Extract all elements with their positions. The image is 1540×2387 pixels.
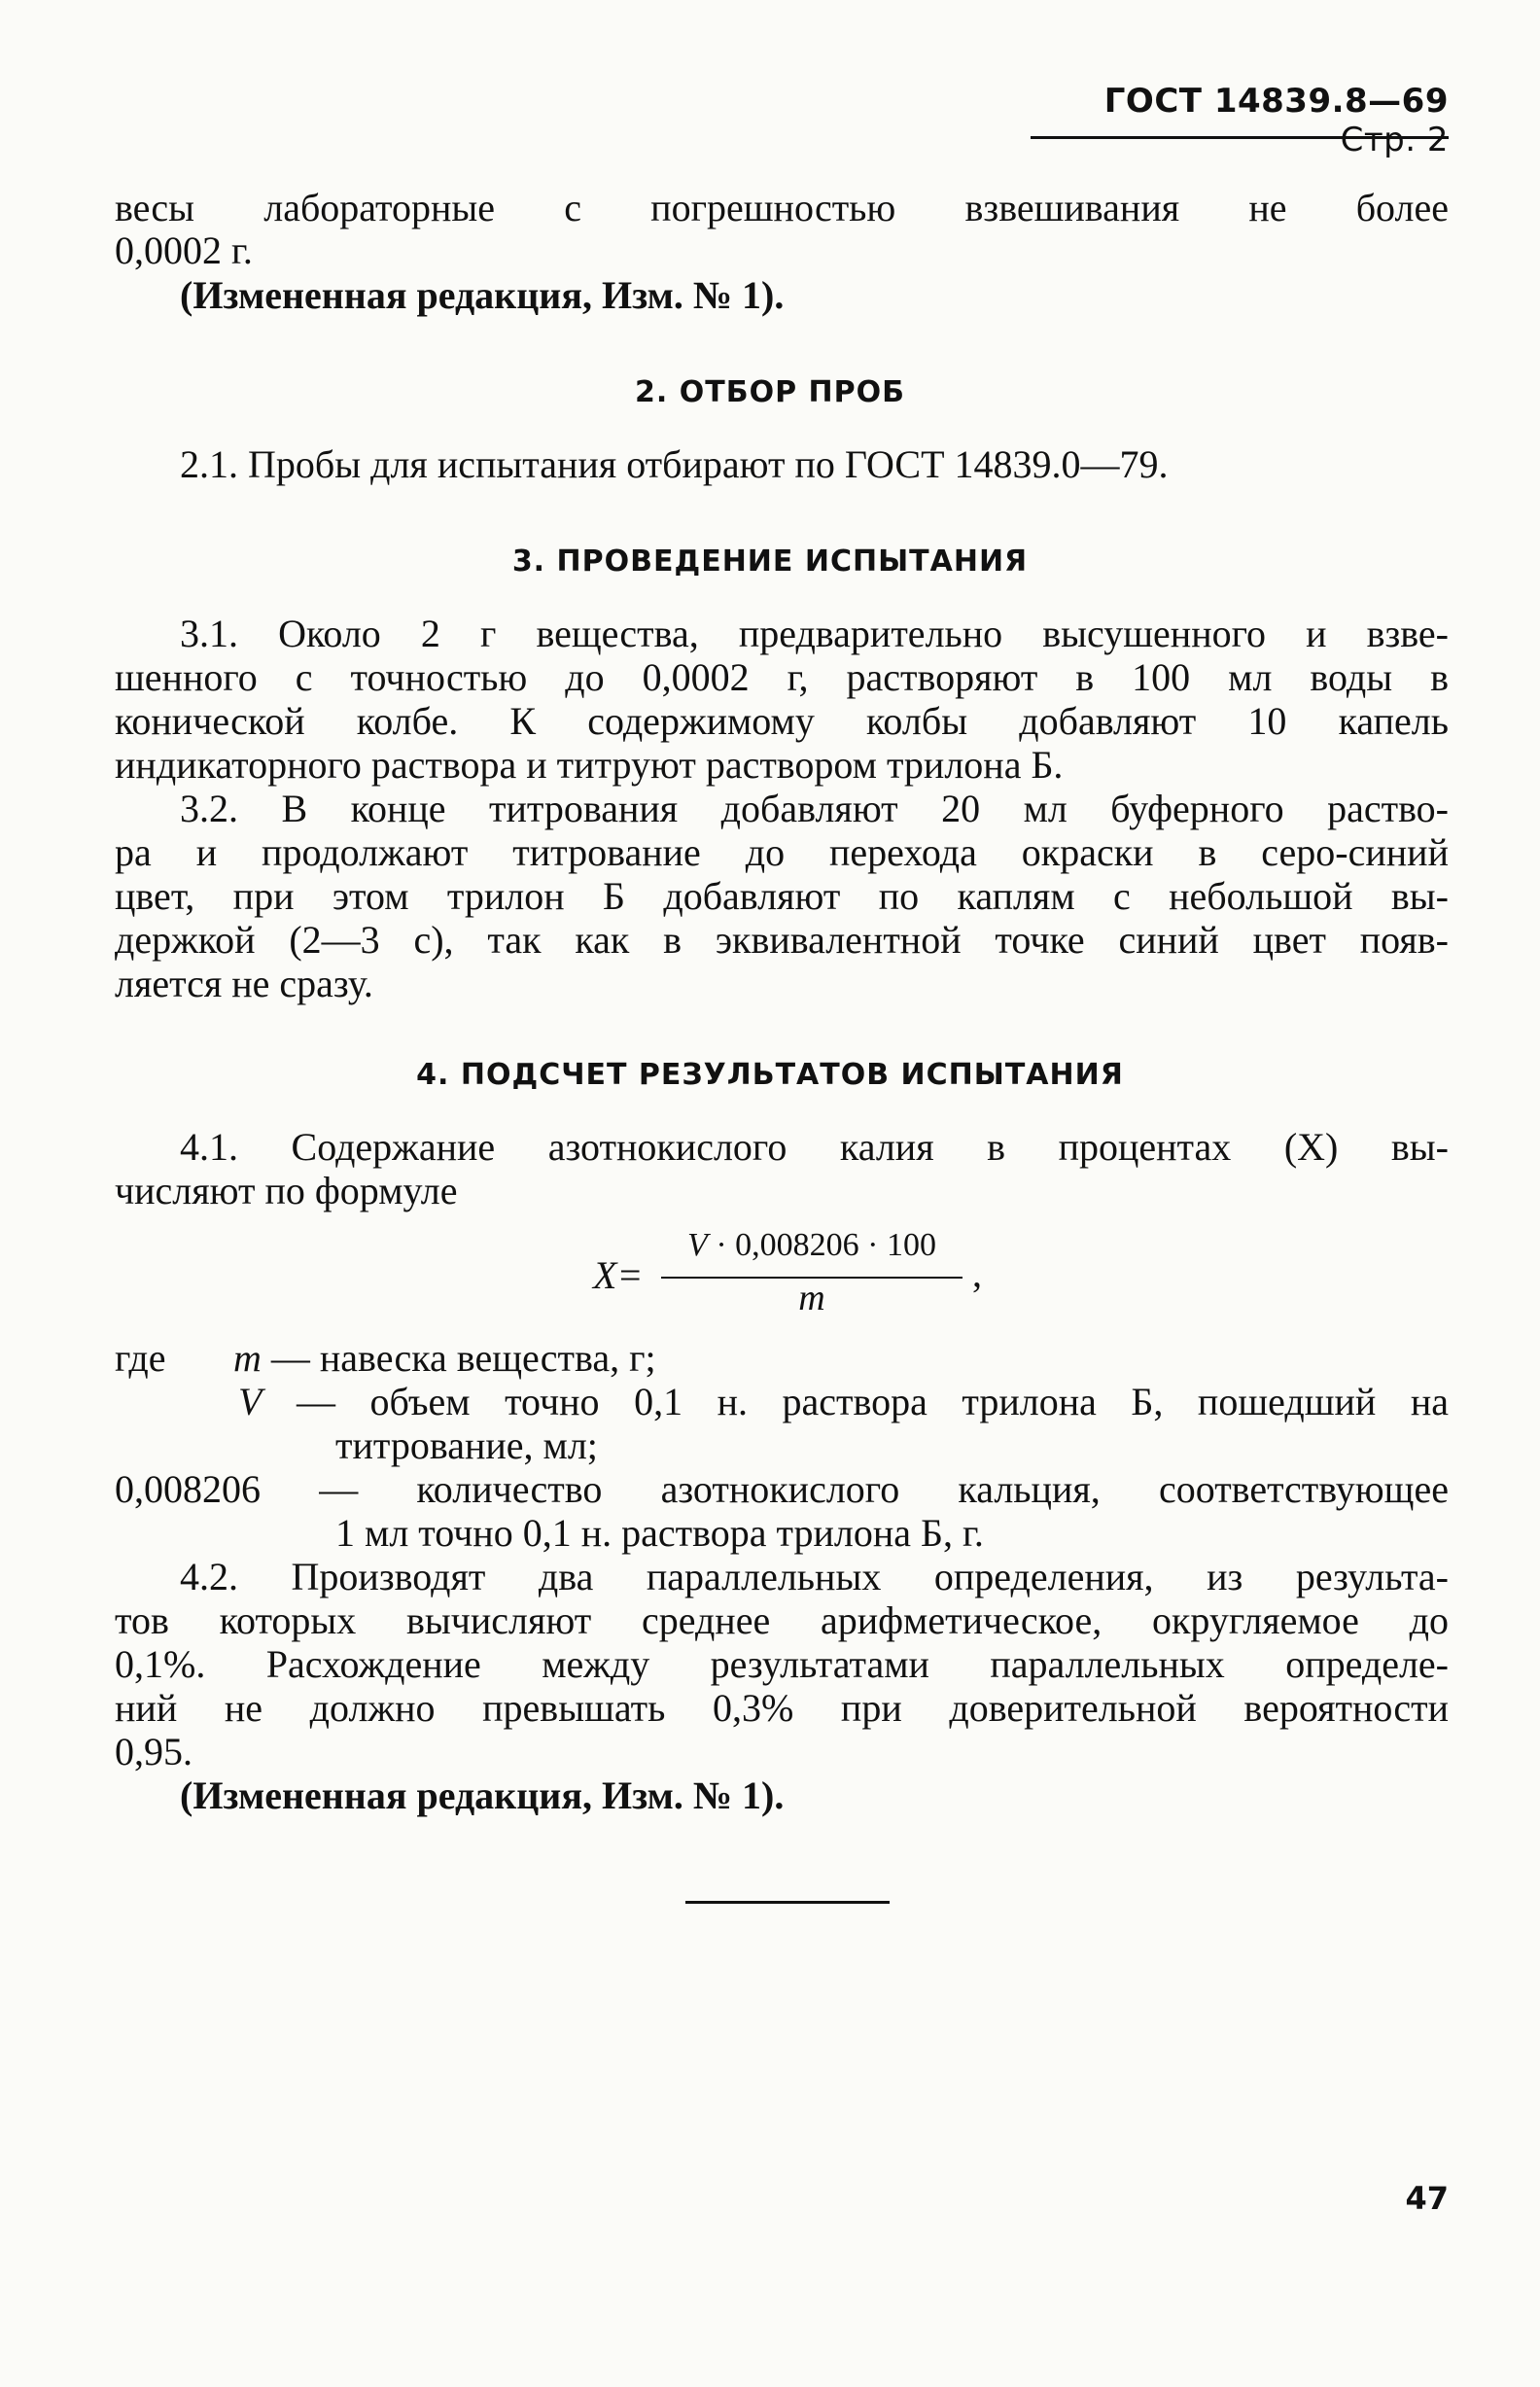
where-c-text: — количество азотнокислого кальция, соответствующее <box>261 1467 1449 1511</box>
amendment-note-2: (Измененная редакция, Изм. № 1). <box>180 1773 785 1817</box>
where-c-line-2: 1 мл точно 0,1 н. раствора трилона Б, г. <box>335 1511 984 1555</box>
standard-number: ГОСТ 14839.8—69 <box>1103 82 1449 121</box>
where-v-term: V <box>238 1380 262 1423</box>
where-v-line-2: титрование, мл; <box>335 1423 598 1467</box>
paragraph-4-2-line: ний не должно превышать 0,3% при доверительной вероятности <box>115 1686 1449 1730</box>
where-v-text: — объем точно 0,1 н. раствора трилона Б, пошедший на <box>262 1380 1449 1423</box>
where-c-line <box>115 1468 1449 1511</box>
paragraph-4-1-line: числяют по формуле <box>115 1169 458 1212</box>
intro-line-1: весы лабораторные с погрешностью взвешивания не более <box>115 186 1449 229</box>
amendment-note-1: (Измененная редакция, Изм. № 1). <box>180 273 785 317</box>
section-4-heading: 4. ПОДСЧЕТ РЕЗУЛЬТАТОВ ИСПЫТАНИЯ <box>416 1058 1124 1092</box>
section-3-heading: 3. ПРОВЕДЕНИЕ ИСПЫТАНИЯ <box>511 544 1029 579</box>
formula-numerator <box>661 1227 962 1264</box>
formula-numerator-rest: · 0,008206 · 100 <box>707 1227 936 1263</box>
running-header <box>1031 82 1449 159</box>
page-label: Стр. 2 <box>1340 121 1449 159</box>
where-m-term: m <box>233 1336 262 1380</box>
paragraph-3-1-line: конической колбе. К содержимому колбы добавляют 10 капель <box>115 699 1449 743</box>
paragraph-3-1-line: 3.1. Около 2 г вещества, предварительно высушенного и взве- <box>180 612 1449 655</box>
formula-trailing-comma: , <box>972 1251 982 1295</box>
section-2-heading: 2. ОТБОР ПРОБ <box>635 375 905 409</box>
paragraph-4-2-line: 0,1%. Расхождение между результатами параллельных определе- <box>115 1642 1449 1686</box>
formula-var-v: V <box>687 1227 708 1263</box>
paragraph-3-1-line: индикаторного раствора и титруют раствором трилона Б. <box>115 743 1064 787</box>
paragraph-3-2-line: цвет, при этом трилон Б добавляют по каплям с небольшой вы- <box>115 874 1449 918</box>
paragraph-2-1: 2.1. Пробы для испытания отбирают по ГОСТ 14839.0—79. <box>180 442 1169 486</box>
paragraph-3-2-line: ра и продолжают титрование до перехода окраски в серо-синий <box>115 830 1449 874</box>
formula-lhs: X= <box>593 1253 644 1297</box>
paragraph-4-2-line: 4.2. Производят два параллельных определения, из результа- <box>180 1555 1449 1598</box>
paragraph-3-2-line: 3.2. В конце титрования добавляют 20 мл буферного раство- <box>180 787 1449 830</box>
intro-line-2: 0,0002 г. <box>115 228 253 272</box>
paragraph-4-2-line: тов которых вычисляют среднее арифметическое, округляемое до <box>115 1598 1449 1642</box>
page-number: 47 <box>1405 2180 1449 2217</box>
paragraph-3-2-line: держкой (2—3 с), так как в эквивалентной точке синий цвет появ- <box>115 918 1449 962</box>
formula-denominator: m <box>798 1278 825 1318</box>
paragraph-3-1-line: шенного с точностью до 0,0002 г, растворяют в 100 мл воды в <box>115 655 1449 699</box>
paragraph-4-2-line: 0,95. <box>115 1730 192 1773</box>
paragraph-4-1-line: 4.1. Содержание азотнокислого калия в процентах (X) вы- <box>180 1125 1449 1169</box>
where-m-text: — навеска вещества, г; <box>261 1336 656 1380</box>
header-rule <box>1031 136 1449 139</box>
where-m-line <box>233 1337 656 1380</box>
where-v-line <box>238 1381 1449 1423</box>
where-c-term: 0,008206 <box>115 1467 261 1511</box>
end-rule <box>685 1901 890 1904</box>
where-label: где <box>115 1336 166 1380</box>
paragraph-3-2-line: ляется не сразу. <box>115 962 373 1005</box>
